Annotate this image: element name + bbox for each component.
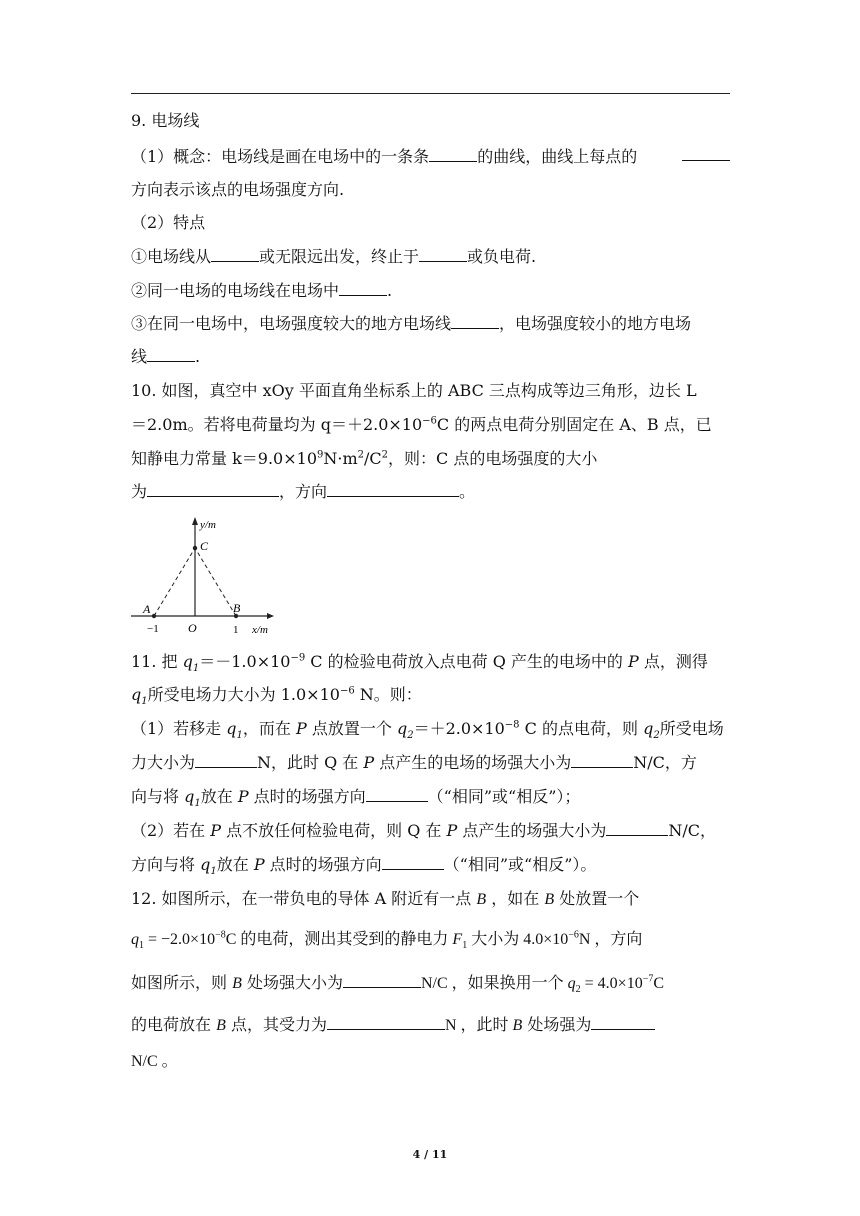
- answer-blank[interactable]: [366, 787, 428, 802]
- answer-blank[interactable]: [211, 247, 259, 262]
- header-rule: [131, 93, 730, 94]
- answer-blank[interactable]: [327, 1015, 445, 1030]
- q11-line1: 11. 把 $q_1=-1.0\times 10^{-9}$ C 的检验电荷放入点电荷 Q 产生的电场中的 P 点，测得: [131, 652, 708, 675]
- q9-concept-line2: 方向表示该点的电场强度方向.: [131, 180, 345, 199]
- answer-blank[interactable]: [451, 314, 499, 329]
- tick-neg-one: −1: [147, 623, 159, 635]
- label-b: B: [233, 601, 241, 615]
- y-axis-arrow: [192, 517, 198, 525]
- q10-line3: 知静电力常量 $k=9.0\times 10^9N\cdot m^2/C^2$，则：C 点的电场强度的大小: [131, 449, 598, 468]
- q11-line5: 向与将 $q_1$放在 P 点时的场强方向 （“相同”或“相反”）；: [131, 787, 581, 810]
- label-c: C: [200, 539, 209, 553]
- tick-pos-one: 1: [233, 624, 239, 636]
- q11-line3: （1）若移走 $q_1$，而在 P 点放置一个 $q_2=+2.0\times 10^{-8}$ C 的点电荷，则 $q_2$所受电场: [131, 719, 724, 742]
- triangle-diagram: [131, 512, 281, 638]
- q12-line3: 如图所示，则 B 处场强大小为 N/C ，如果换用一个 $q_2 = 4.0\times 10^{-7}C$: [131, 973, 665, 996]
- x-axis-label: x/m: [252, 624, 268, 636]
- x-axis-arrow: [267, 613, 274, 619]
- q9-features-heading: （2）特点: [131, 213, 206, 232]
- q10-line2: ＝2.0m。若将电荷量均为 $q=+2.0\times 10^{-6}C$ 的两点电荷分别固定在 A、B 点，已: [131, 415, 712, 434]
- answer-blank[interactable]: [327, 482, 459, 497]
- answer-blank[interactable]: [682, 146, 730, 161]
- q11-line7: 方向与将 $q_1$放在 P 点时的场强方向 （“相同”或“相反”）。: [131, 855, 597, 878]
- answer-blank[interactable]: [147, 482, 279, 497]
- answer-blank[interactable]: [195, 753, 257, 768]
- answer-blank[interactable]: [147, 347, 195, 362]
- point-a: [152, 614, 156, 618]
- label-origin: O: [188, 621, 197, 635]
- page-number: 4 / 11: [412, 1148, 448, 1161]
- q11-line4: 力大小为 N，此时 Q 在 P 点产生的电场的场强大小为 N/C，方: [131, 753, 697, 772]
- answer-blank[interactable]: [606, 821, 668, 836]
- side-ac: [154, 548, 195, 616]
- q10-line4: 为 ，方向 。: [131, 482, 476, 501]
- y-axis-label: y/m: [200, 519, 216, 531]
- answer-blank[interactable]: [419, 247, 467, 262]
- q9-concept-line1: （1）概念：电场线是画在电场中的一条条 的曲线，曲线上每点的: [131, 146, 730, 168]
- q9-feature-1: ①电场线从 或无限远出发，终止于 或负电荷.: [131, 247, 537, 266]
- label-a: A: [143, 602, 151, 616]
- triangle-coordinate-figure: [131, 512, 281, 638]
- side-bc: [195, 548, 236, 616]
- point-c: [193, 546, 197, 550]
- q11-line2: $q_1$所受电场力大小为 $1.0\times 10^{-6}$ N。则：: [131, 685, 422, 708]
- q12-line1: 12. 如图所示，在一带负电的导体 A 附近有一点 B ，如在 B 处放置一个: [131, 889, 640, 908]
- q10-line1: 10. 如图，真空中 xOy 平面直角坐标系上的 ABC 三点构成等边三角形，边长 L: [131, 381, 697, 400]
- answer-blank[interactable]: [382, 855, 444, 870]
- answer-blank[interactable]: [429, 147, 477, 162]
- q9-feature-3-cont: 线 .: [131, 347, 201, 366]
- q12-line4: 的电荷放在 B 点，其受力为 N ，此时 B 处场强为: [131, 1014, 655, 1037]
- answer-blank[interactable]: [591, 1015, 655, 1030]
- answer-blank[interactable]: [571, 753, 633, 768]
- answer-blank[interactable]: [343, 973, 421, 988]
- q9-title: 9. 电场线: [131, 111, 200, 130]
- q12-line2: $q_1 = -2.0\times 10^{-8}C$ 的电荷，测出其受到的静电力 $F_1$ 大小为 $4.0\times 10^{-6}N$ ，方向: [131, 929, 643, 952]
- answer-blank[interactable]: [339, 281, 387, 296]
- q9-feature-3: ③在同一电场中，电场强度较大的地方电场线 ，电场强度较小的地方电场: [131, 314, 692, 333]
- q12-line5: N/C 。: [131, 1053, 178, 1070]
- q11-line6: （2）若在 P 点不放任何检验电荷，则 Q 在 P 点产生的场强大小为 N/C，: [131, 821, 717, 840]
- q9-feature-2: ②同一电场的电场线在电场中 .: [131, 281, 393, 300]
